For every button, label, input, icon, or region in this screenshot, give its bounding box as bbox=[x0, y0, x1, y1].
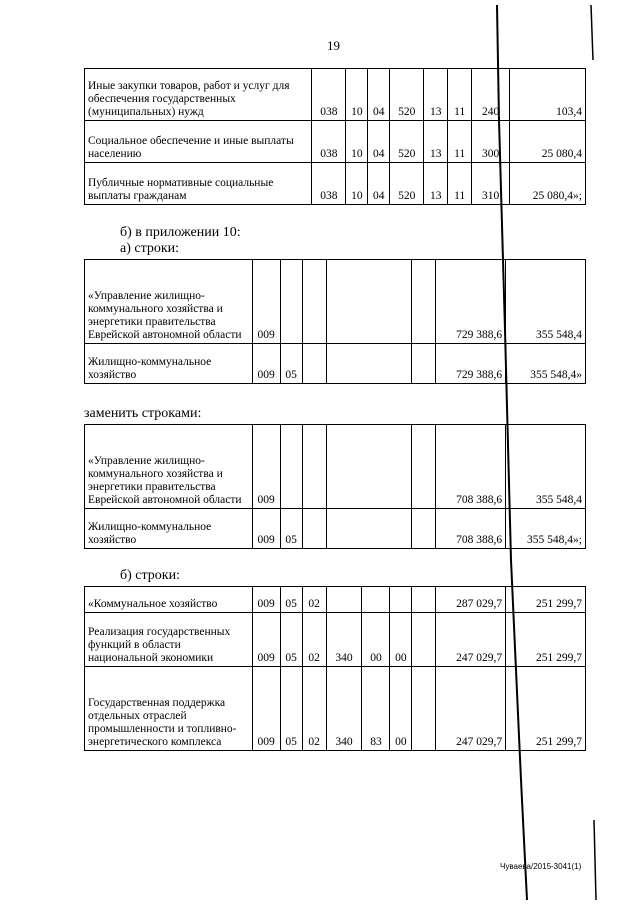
code-cell: 340 bbox=[326, 613, 362, 667]
code-cell: 11 bbox=[448, 163, 472, 205]
code-cell: 02 bbox=[302, 613, 326, 667]
sum-cell: 251 299,7 bbox=[506, 667, 586, 751]
code-cell: 009 bbox=[252, 260, 280, 344]
sum-cell: 729 388,6 bbox=[436, 260, 506, 344]
row-name: Публичные нормативные социальные выплаты гражданам bbox=[85, 163, 312, 205]
sum-cell: 247 029,7 bbox=[436, 667, 506, 751]
code-cell: 009 bbox=[252, 667, 280, 751]
code-cell: 11 bbox=[448, 69, 472, 121]
code-cell: 10 bbox=[346, 163, 368, 205]
sum-cell: 25 080,4»; bbox=[510, 163, 586, 205]
code-cell: 13 bbox=[424, 69, 448, 121]
rows-b-heading: б) строки: bbox=[120, 568, 180, 583]
code-cell: 83 bbox=[362, 667, 390, 751]
rows-a-heading: а) строки: bbox=[120, 241, 180, 256]
sum-cell: 729 388,6 bbox=[436, 344, 506, 384]
row-name: Реализация государственных функций в области национальной экономики bbox=[85, 613, 253, 667]
footer-code: Чуваева/2015-3041(1) bbox=[500, 862, 582, 871]
code-cell: 04 bbox=[368, 163, 390, 205]
code-cell: 009 bbox=[252, 509, 280, 549]
code-cell: 240 bbox=[472, 69, 510, 121]
code-cell: 02 bbox=[302, 667, 326, 751]
row-name: Иные закупки товаров, работ и услуг для обеспечения государственных (муниципальных) нужд bbox=[85, 69, 312, 121]
sum-cell: 708 388,6 bbox=[436, 509, 506, 549]
code-cell: 520 bbox=[390, 121, 424, 163]
code-cell: 05 bbox=[280, 613, 302, 667]
code-cell: 340 bbox=[326, 667, 362, 751]
code-cell: 310 bbox=[472, 163, 510, 205]
code-cell: 05 bbox=[280, 587, 302, 613]
sum-cell: 355 548,4 bbox=[506, 260, 586, 344]
code-cell: 520 bbox=[390, 69, 424, 121]
code-cell: 10 bbox=[346, 121, 368, 163]
code-cell: 300 bbox=[472, 121, 510, 163]
code-cell: 038 bbox=[312, 121, 346, 163]
code-cell: 05 bbox=[280, 667, 302, 751]
code-cell: 11 bbox=[448, 121, 472, 163]
code-cell: 009 bbox=[252, 344, 280, 384]
code-cell: 00 bbox=[390, 667, 412, 751]
code-cell: 00 bbox=[362, 613, 390, 667]
sum-cell: 355 548,4 bbox=[506, 425, 586, 509]
code-cell: 10 bbox=[346, 69, 368, 121]
sum-cell: 708 388,6 bbox=[436, 425, 506, 509]
code-cell: 02 bbox=[302, 587, 326, 613]
code-cell: 009 bbox=[252, 425, 280, 509]
code-cell: 038 bbox=[312, 69, 346, 121]
code-cell: 13 bbox=[424, 121, 448, 163]
sum-cell: 247 029,7 bbox=[436, 613, 506, 667]
code-cell: 00 bbox=[390, 613, 412, 667]
replace-heading: заменить строками: bbox=[84, 406, 202, 421]
code-cell: 04 bbox=[368, 69, 390, 121]
page-number: 19 bbox=[327, 38, 340, 53]
section-b-heading: б) в приложении 10: bbox=[120, 225, 241, 240]
row-name: Социальное обеспечение и иные выплаты населению bbox=[85, 121, 312, 163]
sum-cell: 355 548,4»; bbox=[506, 509, 586, 549]
sum-cell: 103,4 bbox=[510, 69, 586, 121]
row-name: «Коммунальное хозяйство bbox=[85, 587, 253, 613]
sum-cell: 25 080,4 bbox=[510, 121, 586, 163]
code-cell: 520 bbox=[390, 163, 424, 205]
code-cell: 009 bbox=[252, 613, 280, 667]
row-name: «Управление жилищно-коммунального хозяйства и энергетики правительства Еврейской автономной области bbox=[85, 260, 253, 344]
sum-cell: 287 029,7 bbox=[436, 587, 506, 613]
code-cell: 009 bbox=[252, 587, 280, 613]
code-cell: 05 bbox=[280, 509, 302, 549]
code-cell: 05 bbox=[280, 344, 302, 384]
sum-cell: 355 548,4» bbox=[506, 344, 586, 384]
row-name: Жилищно-коммунальное хозяйство bbox=[85, 344, 253, 384]
code-cell: 13 bbox=[424, 163, 448, 205]
sum-cell: 251 299,7 bbox=[506, 613, 586, 667]
row-name: Жилищно-коммунальное хозяйство bbox=[85, 509, 253, 549]
sum-cell: 251 299,7 bbox=[506, 587, 586, 613]
code-cell: 04 bbox=[368, 121, 390, 163]
code-cell: 038 bbox=[312, 163, 346, 205]
row-name: Государственная поддержка отдельных отраслей промышленности и топливно-энергетического комплекса bbox=[85, 667, 253, 751]
row-name: «Управление жилищно-коммунального хозяйства и энергетики правительства Еврейской автономной области bbox=[85, 425, 253, 509]
